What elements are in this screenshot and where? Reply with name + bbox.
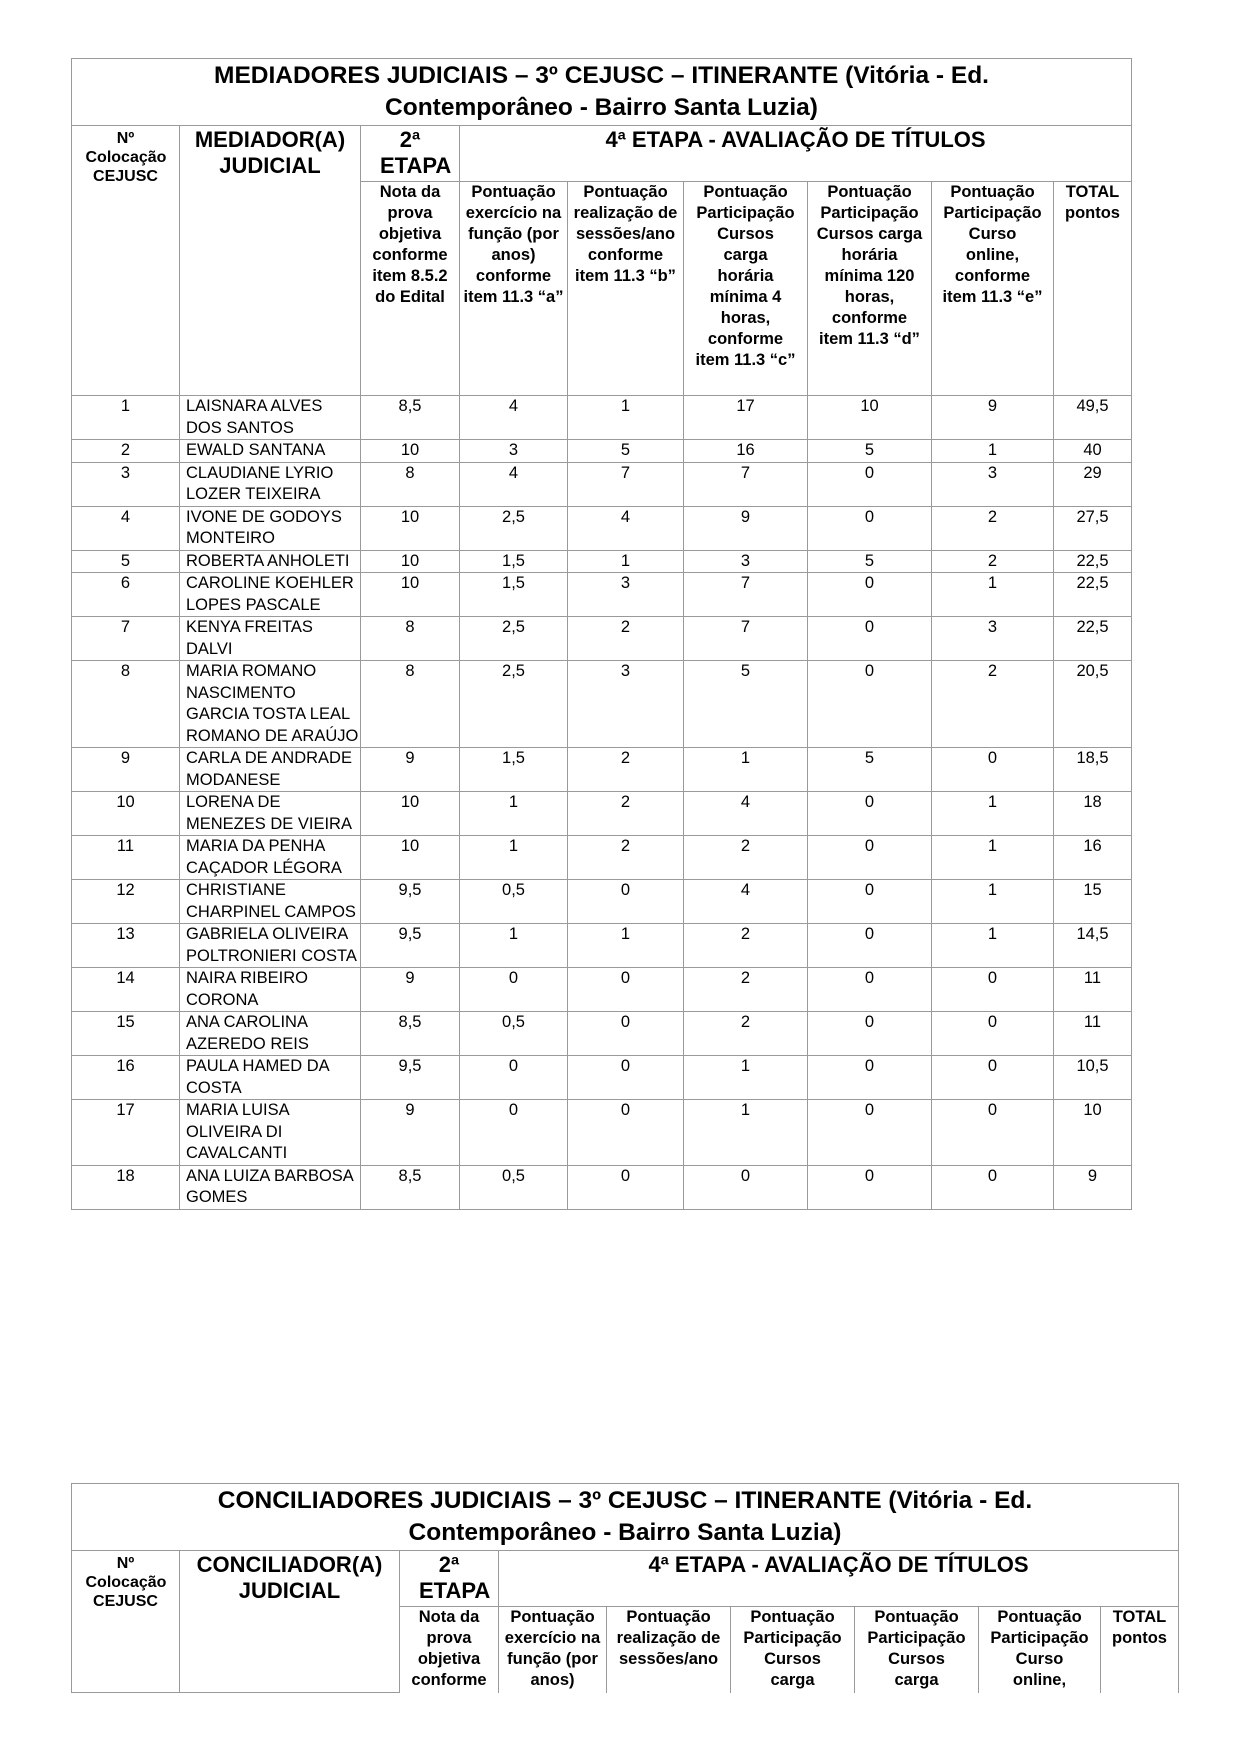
score-d-cell: 0	[808, 506, 932, 550]
placement-cell: 16	[72, 1056, 180, 1100]
score-a-cell: 0,5	[460, 1165, 568, 1209]
score-e-cell: 2	[932, 661, 1054, 748]
score-c-cell: 4	[684, 792, 808, 836]
score-d-cell: 0	[808, 1165, 932, 1209]
table-row	[72, 792, 1132, 836]
score-e-cell: 0	[932, 1165, 1054, 1209]
score-e-cell: 2	[932, 506, 1054, 550]
total-cell: 22,5	[1054, 573, 1132, 617]
subheader-d: Pontuação Participação Cursos carga	[855, 1607, 979, 1693]
col-header-stage4: 4ª ETAPA - AVALIAÇÃO DE TÍTULOS	[499, 1551, 1179, 1607]
mediadores-title: MEDIADORES JUDICIAIS – 3º CEJUSC – ITINERANTE (Vitória - Ed. Contemporâneo - Bairro Santa Luzia)	[72, 59, 1132, 126]
score-c-cell: 7	[684, 462, 808, 506]
mediadores-table	[71, 58, 1132, 1210]
score-b-cell: 0	[568, 1056, 684, 1100]
score-d-cell: 0	[808, 617, 932, 661]
col-header-mediator: MEDIADOR(A) JUDICIAL	[180, 126, 361, 396]
score-b-cell: 1	[568, 396, 684, 440]
total-cell: 20,5	[1054, 661, 1132, 748]
table-row	[72, 1165, 1132, 1209]
placement-cell: 7	[72, 617, 180, 661]
placement-cell: 13	[72, 924, 180, 968]
score-d-cell: 0	[808, 1056, 932, 1100]
score-a-cell: 0	[460, 1100, 568, 1166]
score-b-cell: 3	[568, 661, 684, 748]
subheader-a: Pontuação exercício na função (por anos)	[499, 1607, 607, 1693]
name-cell: EWALD SANTANA	[180, 440, 361, 463]
score-a-cell: 1	[460, 836, 568, 880]
mediadores-rows	[72, 396, 1132, 1210]
name-cell: LORENA DE MENEZES DE VIEIRA	[180, 792, 361, 836]
score-b-cell: 0	[568, 1100, 684, 1166]
score-d-cell: 10	[808, 396, 932, 440]
subheader-e: Pontuação Participação Curso online,	[979, 1607, 1101, 1693]
nota-cell: 8	[361, 661, 460, 748]
total-cell: 22,5	[1054, 617, 1132, 661]
score-d-cell: 0	[808, 573, 932, 617]
name-cell: KENYA FREITAS DALVI	[180, 617, 361, 661]
name-cell: CARLA DE ANDRADE MODANESE	[180, 748, 361, 792]
score-c-cell: 7	[684, 617, 808, 661]
nota-cell: 8,5	[361, 396, 460, 440]
nota-cell: 9	[361, 748, 460, 792]
score-a-cell: 2,5	[460, 617, 568, 661]
score-e-cell: 3	[932, 617, 1054, 661]
table-row	[72, 748, 1132, 792]
score-c-cell: 1	[684, 748, 808, 792]
total-cell: 10,5	[1054, 1056, 1132, 1100]
name-cell: CAROLINE KOEHLER LOPES PASCALE	[180, 573, 361, 617]
table-row	[72, 550, 1132, 573]
placement-cell: 8	[72, 661, 180, 748]
placement-cell: 2	[72, 440, 180, 463]
subheader-c: Pontuação Participação Cursos carga	[731, 1607, 855, 1693]
score-c-cell: 2	[684, 1012, 808, 1056]
score-e-cell: 3	[932, 462, 1054, 506]
score-e-cell: 1	[932, 792, 1054, 836]
score-b-cell: 2	[568, 792, 684, 836]
nota-cell: 10	[361, 792, 460, 836]
name-cell: ANA CAROLINA AZEREDO REIS	[180, 1012, 361, 1056]
score-d-cell: 0	[808, 968, 932, 1012]
total-cell: 40	[1054, 440, 1132, 463]
placement-cell: 14	[72, 968, 180, 1012]
score-d-cell: 0	[808, 1012, 932, 1056]
score-e-cell: 1	[932, 880, 1054, 924]
total-cell: 27,5	[1054, 506, 1132, 550]
score-b-cell: 0	[568, 968, 684, 1012]
table-row	[72, 1012, 1132, 1056]
nota-cell: 8	[361, 617, 460, 661]
table-row	[72, 968, 1132, 1012]
score-c-cell: 5	[684, 661, 808, 748]
name-cell: MARIA LUISA OLIVEIRA DI CAVALCANTI	[180, 1100, 361, 1166]
score-e-cell: 1	[932, 924, 1054, 968]
subheader-a: Pontuação exercício na função (por anos) conforme item 11.3 “a”	[460, 182, 568, 396]
table-row	[72, 506, 1132, 550]
score-a-cell: 1,5	[460, 748, 568, 792]
total-cell: 22,5	[1054, 550, 1132, 573]
table-row	[72, 462, 1132, 506]
score-c-cell: 4	[684, 880, 808, 924]
score-a-cell: 1	[460, 792, 568, 836]
score-c-cell: 9	[684, 506, 808, 550]
placement-cell: 15	[72, 1012, 180, 1056]
table-row	[72, 617, 1132, 661]
total-cell: 9	[1054, 1165, 1132, 1209]
placement-cell: 4	[72, 506, 180, 550]
table-row	[72, 924, 1132, 968]
name-cell: NAIRA RIBEIRO CORONA	[180, 968, 361, 1012]
subheader-total: TOTAL pontos	[1101, 1607, 1179, 1693]
score-a-cell: 1	[460, 924, 568, 968]
nota-cell: 8,5	[361, 1165, 460, 1209]
name-cell: CLAUDIANE LYRIO LOZER TEIXEIRA	[180, 462, 361, 506]
score-d-cell: 5	[808, 440, 932, 463]
score-d-cell: 0	[808, 836, 932, 880]
total-cell: 10	[1054, 1100, 1132, 1166]
subheader-e: Pontuação Participação Curso online, conforme item 11.3 “e”	[932, 182, 1054, 396]
subheader-total: TOTAL pontos	[1054, 182, 1132, 396]
nota-cell: 10	[361, 506, 460, 550]
total-cell: 11	[1054, 968, 1132, 1012]
score-d-cell: 5	[808, 550, 932, 573]
score-b-cell: 1	[568, 924, 684, 968]
placement-cell: 9	[72, 748, 180, 792]
score-c-cell: 2	[684, 924, 808, 968]
total-cell: 18	[1054, 792, 1132, 836]
table-row	[72, 1056, 1132, 1100]
nota-cell: 9	[361, 1100, 460, 1166]
score-b-cell: 7	[568, 462, 684, 506]
score-b-cell: 4	[568, 506, 684, 550]
score-a-cell: 1,5	[460, 550, 568, 573]
name-cell: MARIA DA PENHA CAÇADOR LÉGORA	[180, 836, 361, 880]
conciliadores-title: CONCILIADORES JUDICIAIS – 3º CEJUSC – ITINERANTE (Vitória - Ed. Contemporâneo - Bairro Santa Luzia)	[72, 1484, 1179, 1551]
table-row	[72, 440, 1132, 463]
score-a-cell: 1,5	[460, 573, 568, 617]
score-e-cell: 1	[932, 836, 1054, 880]
placement-cell: 6	[72, 573, 180, 617]
score-d-cell: 0	[808, 462, 932, 506]
score-b-cell: 2	[568, 617, 684, 661]
name-cell: PAULA HAMED DA COSTA	[180, 1056, 361, 1100]
nota-cell: 10	[361, 440, 460, 463]
score-c-cell: 3	[684, 550, 808, 573]
score-b-cell: 3	[568, 573, 684, 617]
score-c-cell: 1	[684, 1100, 808, 1166]
col-header-conciliator: CONCILIADOR(A) JUDICIAL	[180, 1551, 400, 1693]
placement-cell: 5	[72, 550, 180, 573]
table-row	[72, 880, 1132, 924]
score-e-cell: 2	[932, 550, 1054, 573]
nota-cell: 10	[361, 550, 460, 573]
score-a-cell: 0	[460, 968, 568, 1012]
score-d-cell: 0	[808, 792, 932, 836]
name-cell: ANA LUIZA BARBOSA GOMES	[180, 1165, 361, 1209]
score-c-cell: 16	[684, 440, 808, 463]
subheader-nota: Nota da prova objetiva conforme	[400, 1607, 499, 1693]
score-e-cell: 1	[932, 440, 1054, 463]
score-b-cell: 2	[568, 836, 684, 880]
score-b-cell: 0	[568, 1012, 684, 1056]
name-cell: LAISNARA ALVES DOS SANTOS	[180, 396, 361, 440]
score-e-cell: 0	[932, 1100, 1054, 1166]
table-row	[72, 396, 1132, 440]
conciliadores-table	[71, 1483, 1179, 1693]
score-d-cell: 0	[808, 880, 932, 924]
score-d-cell: 0	[808, 1100, 932, 1166]
nota-cell: 9,5	[361, 924, 460, 968]
score-a-cell: 0	[460, 1056, 568, 1100]
table-row	[72, 573, 1132, 617]
total-cell: 18,5	[1054, 748, 1132, 792]
score-d-cell: 0	[808, 661, 932, 748]
table-row	[72, 1100, 1132, 1166]
name-cell: IVONE DE GODOYS MONTEIRO	[180, 506, 361, 550]
table-row	[72, 661, 1132, 748]
nota-cell: 9,5	[361, 880, 460, 924]
score-b-cell: 5	[568, 440, 684, 463]
total-cell: 16	[1054, 836, 1132, 880]
score-b-cell: 1	[568, 550, 684, 573]
score-b-cell: 0	[568, 1165, 684, 1209]
placement-cell: 10	[72, 792, 180, 836]
subheader-d: Pontuação Participação Cursos carga horária mínima 120 horas, conforme item 11.3 “d”	[808, 182, 932, 396]
score-a-cell: 4	[460, 462, 568, 506]
score-a-cell: 2,5	[460, 506, 568, 550]
col-header-stage2: 2ª ETAPA	[400, 1551, 499, 1607]
placement-cell: 18	[72, 1165, 180, 1209]
score-e-cell: 0	[932, 1012, 1054, 1056]
subheader-nota: Nota da prova objetiva conforme item 8.5.2 do Edital	[361, 182, 460, 396]
col-header-stage2: 2ª ETAPA	[361, 126, 460, 182]
total-cell: 11	[1054, 1012, 1132, 1056]
total-cell: 29	[1054, 462, 1132, 506]
total-cell: 14,5	[1054, 924, 1132, 968]
col-header-placement: Nº Colocação CEJUSC	[72, 1551, 180, 1693]
score-a-cell: 2,5	[460, 661, 568, 748]
name-cell: MARIA ROMANO NASCIMENTO GARCIA TOSTA LEAL ROMANO DE ARAÚJO	[180, 661, 361, 748]
score-d-cell: 5	[808, 748, 932, 792]
placement-cell: 12	[72, 880, 180, 924]
total-cell: 49,5	[1054, 396, 1132, 440]
score-c-cell: 2	[684, 968, 808, 1012]
score-a-cell: 0,5	[460, 1012, 568, 1056]
nota-cell: 9	[361, 968, 460, 1012]
nota-cell: 8,5	[361, 1012, 460, 1056]
name-cell: GABRIELA OLIVEIRA POLTRONIERI COSTA	[180, 924, 361, 968]
score-e-cell: 0	[932, 968, 1054, 1012]
col-header-placement: Nº Colocação CEJUSC	[72, 126, 180, 396]
subheader-b: Pontuação realização de sessões/ano conforme item 11.3 “b”	[568, 182, 684, 396]
score-d-cell: 0	[808, 924, 932, 968]
score-a-cell: 3	[460, 440, 568, 463]
score-b-cell: 0	[568, 880, 684, 924]
score-e-cell: 0	[932, 1056, 1054, 1100]
placement-cell: 3	[72, 462, 180, 506]
col-header-stage4: 4ª ETAPA - AVALIAÇÃO DE TÍTULOS	[460, 126, 1132, 182]
score-e-cell: 1	[932, 573, 1054, 617]
score-b-cell: 2	[568, 748, 684, 792]
score-e-cell: 0	[932, 748, 1054, 792]
nota-cell: 10	[361, 836, 460, 880]
score-c-cell: 17	[684, 396, 808, 440]
placement-cell: 11	[72, 836, 180, 880]
score-a-cell: 0,5	[460, 880, 568, 924]
total-cell: 15	[1054, 880, 1132, 924]
name-cell: ROBERTA ANHOLETI	[180, 550, 361, 573]
name-cell: CHRISTIANE CHARPINEL CAMPOS	[180, 880, 361, 924]
score-a-cell: 4	[460, 396, 568, 440]
table-row	[72, 836, 1132, 880]
placement-cell: 1	[72, 396, 180, 440]
score-c-cell: 0	[684, 1165, 808, 1209]
nota-cell: 10	[361, 573, 460, 617]
score-c-cell: 1	[684, 1056, 808, 1100]
score-c-cell: 7	[684, 573, 808, 617]
subheader-c: Pontuação Participação Cursos carga horária mínima 4 horas, conforme item 11.3 “c”	[684, 182, 808, 396]
placement-cell: 17	[72, 1100, 180, 1166]
score-e-cell: 9	[932, 396, 1054, 440]
score-c-cell: 2	[684, 836, 808, 880]
subheader-b: Pontuação realização de sessões/ano	[607, 1607, 731, 1693]
nota-cell: 8	[361, 462, 460, 506]
nota-cell: 9,5	[361, 1056, 460, 1100]
